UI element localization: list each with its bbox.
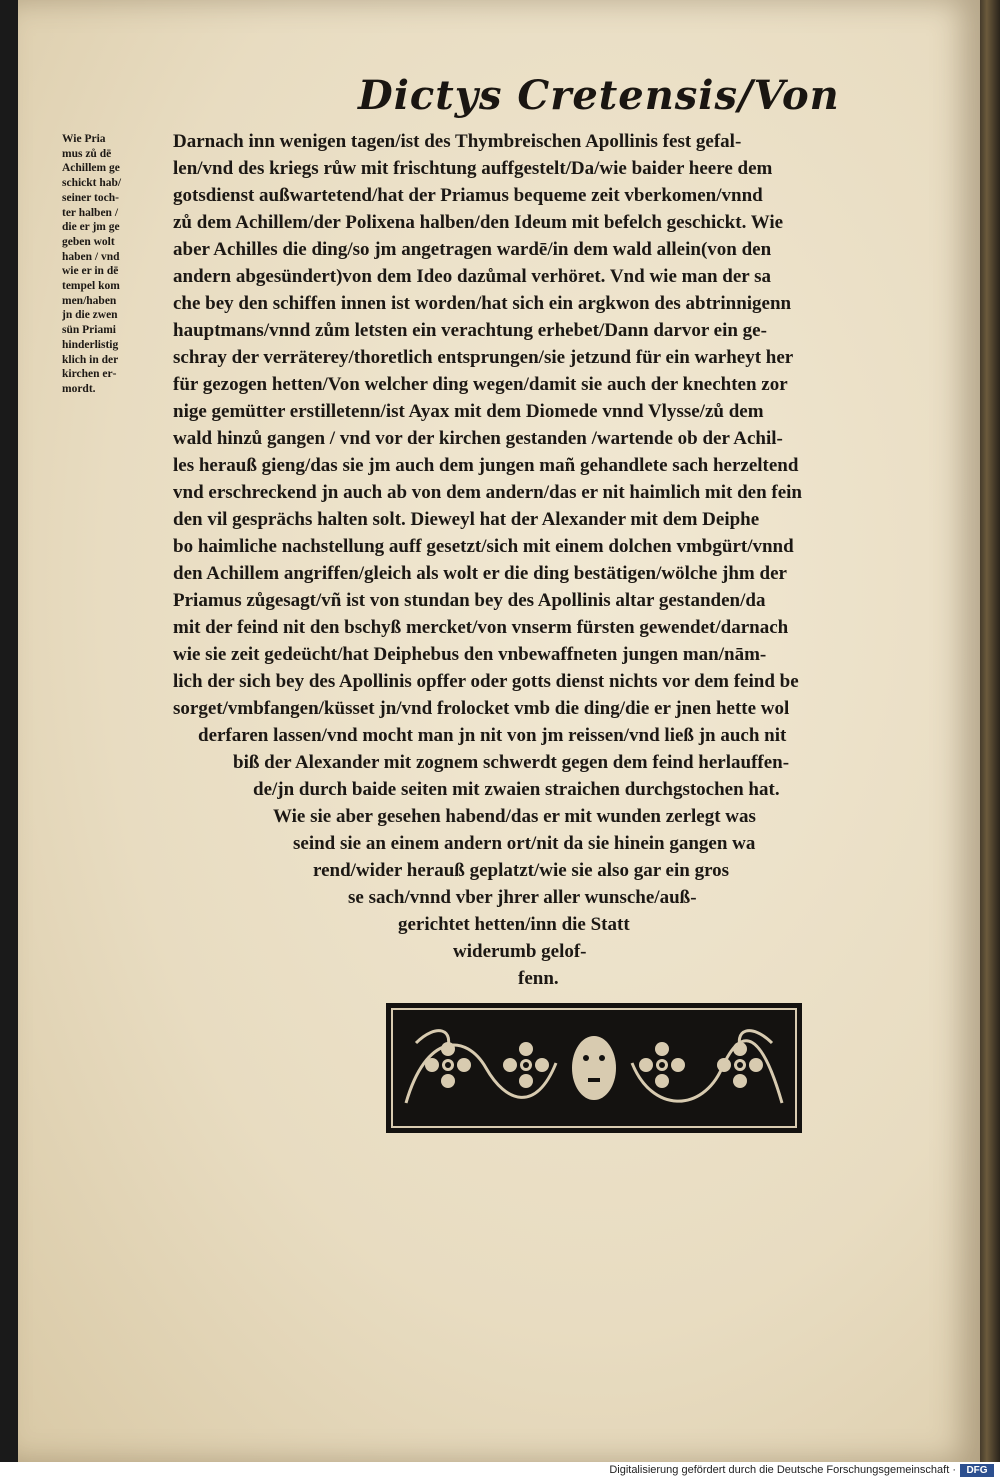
body-line: nige gemütter erstilletenn/ist Ayax mit dem Diomede vnnd Vlysse/zů dem <box>173 401 764 422</box>
marginal-note-line: klich in der <box>62 353 119 366</box>
body-line: vnd erschreckend jn auch ab von dem andern/das er nit haimlich mit den fein <box>173 482 802 503</box>
marginal-note-line: schickt hab/ <box>62 177 122 190</box>
body-line: fenn. <box>518 968 559 989</box>
marginal-note-line: kirchen er‑ <box>62 368 117 381</box>
digitization-credit: Digitalisierung gefördert durch die Deutsche Forschungsgemeinschaft · <box>609 1464 956 1476</box>
marginal-note-line: men/haben <box>62 294 117 307</box>
body-line: les herauß gieng/das sie jm auch dem jungen mañ gehandlete sach herzeltend <box>173 455 799 476</box>
body-line: che bey den schiffen innen ist worden/hat sich ein argkwon des abtrinnigenn <box>173 293 792 314</box>
body-line: mit der feind nit den bschyß mercket/von vnserm fürsten gewendet/darnach <box>173 617 789 638</box>
body-line: zů dem Achillem/der Polixena halben/den Ideum mit befelch geschickt. Wie <box>173 212 784 233</box>
body-line: wie sie zeit gedeücht/hat Deiphebus den vnbewaffneten jungen man/nām‑ <box>173 644 767 665</box>
body-line: derfaren lassen/vnd mocht man jn nit von jm reissen/vnd ließ jn auch nit <box>198 725 787 746</box>
body-line: rend/wider herauß geplatzt/wie sie also gar ein gros <box>313 860 730 881</box>
marginal-note-line: haben / vnd <box>62 250 120 263</box>
body-line: lich der sich bey des Apollinis opffer oder gotts dienst nichts vor dem feind be <box>173 671 799 692</box>
marginal-note-line: mordt. <box>62 382 96 395</box>
marginal-note-line: Achillem ge <box>62 162 120 175</box>
dfg-logo: DFG <box>960 1464 994 1477</box>
body-line: widerumb gelof‑ <box>453 941 587 962</box>
body-line: gotsdienst außwartetend/hat der Priamus bequeme zeit vberkomen/vnnd <box>173 185 763 206</box>
marginal-note-line: mus zů dē <box>62 147 112 160</box>
body-line: schray der verräterey/thoretlich entsprungen/sie jetzund für ein warheyt her <box>173 347 794 368</box>
marginal-note-line: ter halben / <box>62 206 119 219</box>
body-line: seind sie an einem andern ort/nit da sie hinein gangen wa <box>293 833 756 854</box>
body-line: für gezogen hetten/Von welcher ding wegen/damit sie auch der knechten zor <box>173 374 788 395</box>
body-line: gerichtet hetten/inn die Statt <box>398 914 630 935</box>
body-line: Priamus zůgesagt/vñ ist von stundan bey des Apollinis altar gestanden/da <box>173 590 766 611</box>
marginal-note-line: geben wolt <box>62 235 115 248</box>
body-line: Wie sie aber gesehen habend/das er mit wunden zerlegt was <box>273 806 756 827</box>
marginal-note <box>62 132 170 397</box>
marginal-note-line: wie er in dē <box>62 265 119 278</box>
body-line: de/jn durch baide seiten mit zwaien straichen durchgstochen hat. <box>253 779 780 800</box>
body-line: se sach/vnnd vber jhrer aller wunsche/auß‑ <box>348 887 697 908</box>
marginal-note-line: Wie Pria <box>62 133 106 145</box>
body-line: Darnach inn wenigen tagen/ist des Thymbreischen Apollinis fest gefal‑ <box>173 131 742 152</box>
marginal-note-line: sün Priami <box>62 324 116 337</box>
marginal-note-line: hinderlistig <box>62 338 119 351</box>
marginal-note-line: jn die zwen <box>62 309 118 322</box>
body-line: andern abgesündert)von dem Ideo dazůmal verhöret. Vnd wie man der sa <box>173 266 771 287</box>
marginal-note-line: seiner toch‑ <box>62 191 119 204</box>
marginal-note-line: tempel kom <box>62 280 120 293</box>
body-line: den vil gesprächs halten solt. Dieweyl hat der Alexander mit dem Deiphe <box>173 509 760 530</box>
body-line: bo haimliche nachstellung auff gesetzt/sich mit einem dolchen vmbgürt/vnnd <box>173 536 794 557</box>
book-page <box>18 0 980 1462</box>
body-line: biß der Alexander mit zognem schwerdt gegen dem feind herlauffen‑ <box>233 752 790 773</box>
book-spine-edge <box>978 0 1000 1480</box>
body-line: den Achillem angriffen/gleich als wolt er die ding bestätigen/wölche jhm der <box>173 563 787 584</box>
running-head: Dictys Cretensis/Von <box>358 72 840 119</box>
floral-ornament-woodcut <box>386 1003 802 1133</box>
body-line: sorget/vmbfangen/küsset jn/vnd frolocket vmb die ding/die er jnen hette wol <box>173 698 790 719</box>
body-line: wald hinzů gangen / vnd vor der kirchen gestanden /wartende ob der Achil‑ <box>173 428 783 449</box>
body-line: aber Achilles die ding/so jm angetragen wardē/in dem wald allein(von den <box>173 239 772 260</box>
body-line: hauptmans/vnnd zům letsten ein verachtung erhebet/Dann darvor ein ge‑ <box>173 320 767 341</box>
body-line: len/vnd des kriegs růw mit frischtung auffgestelt/Da/wie baider heere dem <box>173 158 773 179</box>
marginal-note-line: die er jm ge <box>62 221 120 234</box>
